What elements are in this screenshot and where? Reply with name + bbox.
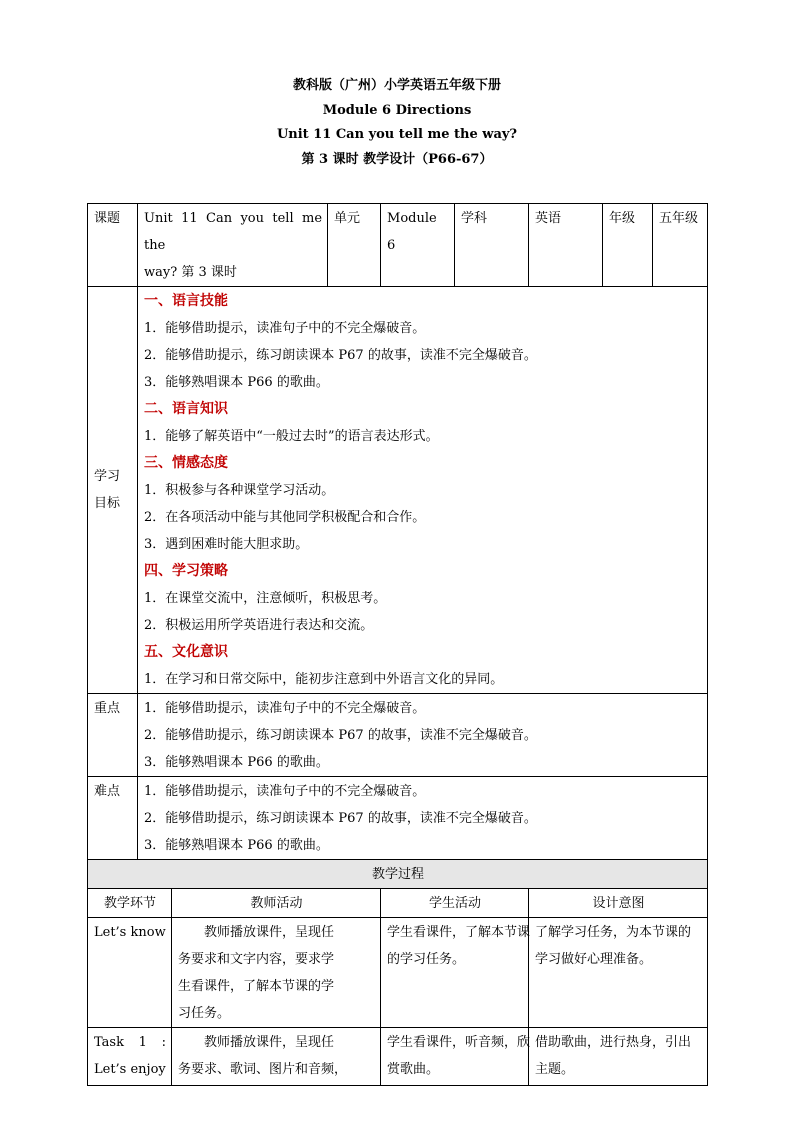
goal-item: 2．积极运用所学英语进行表达和交流。	[144, 618, 374, 633]
student-line: 学生看课件，听音频，欣	[387, 1035, 531, 1050]
grade-value: 五年级	[653, 204, 708, 287]
unit-label: 单元	[328, 204, 381, 287]
stage-cell	[88, 1028, 172, 1086]
stage-line: Let’s know	[94, 925, 166, 940]
teacher-line: 务要求、歌词、图片和音频，	[178, 1062, 348, 1077]
unit-title: Unit 11 Can you tell me the way?	[276, 127, 518, 142]
subject-label: 学科	[455, 204, 529, 287]
intent-line: 学习做好心理准备。	[535, 952, 653, 967]
info-row	[88, 204, 708, 287]
goal-item: 2．能够借助提示，练习朗读课本 P67 的故事，读准不完全爆破音。	[144, 348, 537, 363]
goal-item: 1．积极参与各种课堂学习活动。	[144, 483, 335, 498]
module-title: Module 6 Directions	[322, 102, 472, 118]
intent-line: 主题。	[535, 1062, 575, 1077]
column-header-stage: 教学环节	[88, 889, 172, 918]
intent-cell	[529, 918, 708, 1028]
lesson-title: 第 3 课时 教学设计（P66-67）	[301, 151, 493, 167]
grade-label: 年级	[603, 204, 653, 287]
goal-item: 2．在各项活动中能与其他同学积极配合和合作。	[144, 510, 426, 525]
intent-line: 了解学习任务，为本节课的	[535, 925, 692, 940]
topic-line: Unit 11 Can you tell me the	[144, 211, 323, 253]
difficult-points-content	[138, 777, 708, 860]
unit-value: Module 6	[381, 204, 455, 287]
stage-cell	[88, 918, 172, 1028]
key-point-item: 1．能够借助提示，读准句子中的不完全爆破音。	[144, 701, 426, 716]
student-cell	[381, 918, 529, 1028]
process-row	[88, 1028, 708, 1086]
stage-line: Let’s enjoy	[94, 1062, 166, 1077]
process-header-row	[88, 889, 708, 918]
topic-label: 课题	[88, 204, 138, 287]
goal-item: 3．遇到困难时能大胆求助。	[144, 537, 309, 552]
topic-line: way? 第 3 课时	[144, 265, 237, 280]
difficult-point-item: 2．能够借助提示，练习朗读课本 P67 的故事，读准不完全爆破音。	[144, 811, 537, 826]
student-line: 的学习任务。	[387, 952, 466, 967]
goal-item: 1．能够借助提示，读准句子中的不完全爆破音。	[144, 321, 426, 336]
section-heading: 四、学习策略	[144, 563, 228, 579]
lesson-plan-table	[87, 203, 708, 1086]
key-point-item: 3．能够熟唱课本 P66 的歌曲。	[144, 755, 329, 770]
section-heading: 二、语言知识	[144, 401, 228, 417]
difficult-point-item: 3．能够熟唱课本 P66 的歌曲。	[144, 838, 329, 853]
key-points-content	[138, 694, 708, 777]
process-row	[88, 918, 708, 1028]
teacher-line: 务要求和文字内容，要求学	[178, 952, 335, 967]
difficult-point-item: 1．能够借助提示，读准句子中的不完全爆破音。	[144, 784, 426, 799]
process-title-row	[88, 860, 708, 889]
teacher-line: 生看课件，了解本节课的学	[178, 979, 335, 994]
student-line: 赏歌曲。	[387, 1062, 440, 1077]
student-cell	[381, 1028, 529, 1086]
column-header-teacher: 教师活动	[172, 889, 381, 918]
goals-row	[88, 287, 708, 694]
goals-label-line: 学习	[94, 469, 121, 484]
key-points-label: 重点	[88, 694, 138, 777]
teacher-line: 教师播放课件，呈现任	[204, 925, 335, 940]
goals-label	[88, 287, 138, 694]
section-heading: 一、语言技能	[144, 293, 228, 309]
goals-label-line: 目标	[94, 496, 121, 511]
goal-item: 1．在课堂交流中，注意倾听，积极思考。	[144, 591, 387, 606]
stage-line: Task 1 :	[94, 1035, 166, 1050]
section-heading: 五、文化意识	[144, 644, 228, 660]
teacher-cell	[172, 1028, 381, 1086]
goals-content	[138, 287, 708, 694]
intent-cell	[529, 1028, 708, 1086]
student-line: 学生看课件，了解本节课	[387, 925, 531, 940]
subject-value: 英语	[529, 204, 603, 287]
key-points-row	[88, 694, 708, 777]
column-header-student: 学生活动	[381, 889, 529, 918]
document-header	[0, 74, 794, 172]
teacher-line: 教师播放课件，呈现任	[204, 1035, 335, 1050]
goal-item: 1．能够了解英语中“一般过去时”的语言表达形式。	[144, 429, 439, 444]
teacher-cell	[172, 918, 381, 1028]
column-header-intent: 设计意图	[529, 889, 708, 918]
difficult-points-row	[88, 777, 708, 860]
topic-value	[138, 204, 328, 287]
process-title: 教学过程	[88, 860, 708, 889]
goal-item: 3．能够熟唱课本 P66 的歌曲。	[144, 375, 329, 390]
intent-line: 借助歌曲，进行热身，引出	[535, 1035, 692, 1050]
goal-item: 1．在学习和日常交际中，能初步注意到中外语言文化的异同。	[144, 672, 504, 687]
key-point-item: 2．能够借助提示，练习朗读课本 P67 的故事，读准不完全爆破音。	[144, 728, 537, 743]
teacher-line: 习任务。	[178, 1006, 231, 1021]
difficult-points-label: 难点	[88, 777, 138, 860]
section-heading: 三、情感态度	[144, 455, 228, 471]
textbook-title: 教科版（广州）小学英语五年级下册	[292, 78, 501, 93]
